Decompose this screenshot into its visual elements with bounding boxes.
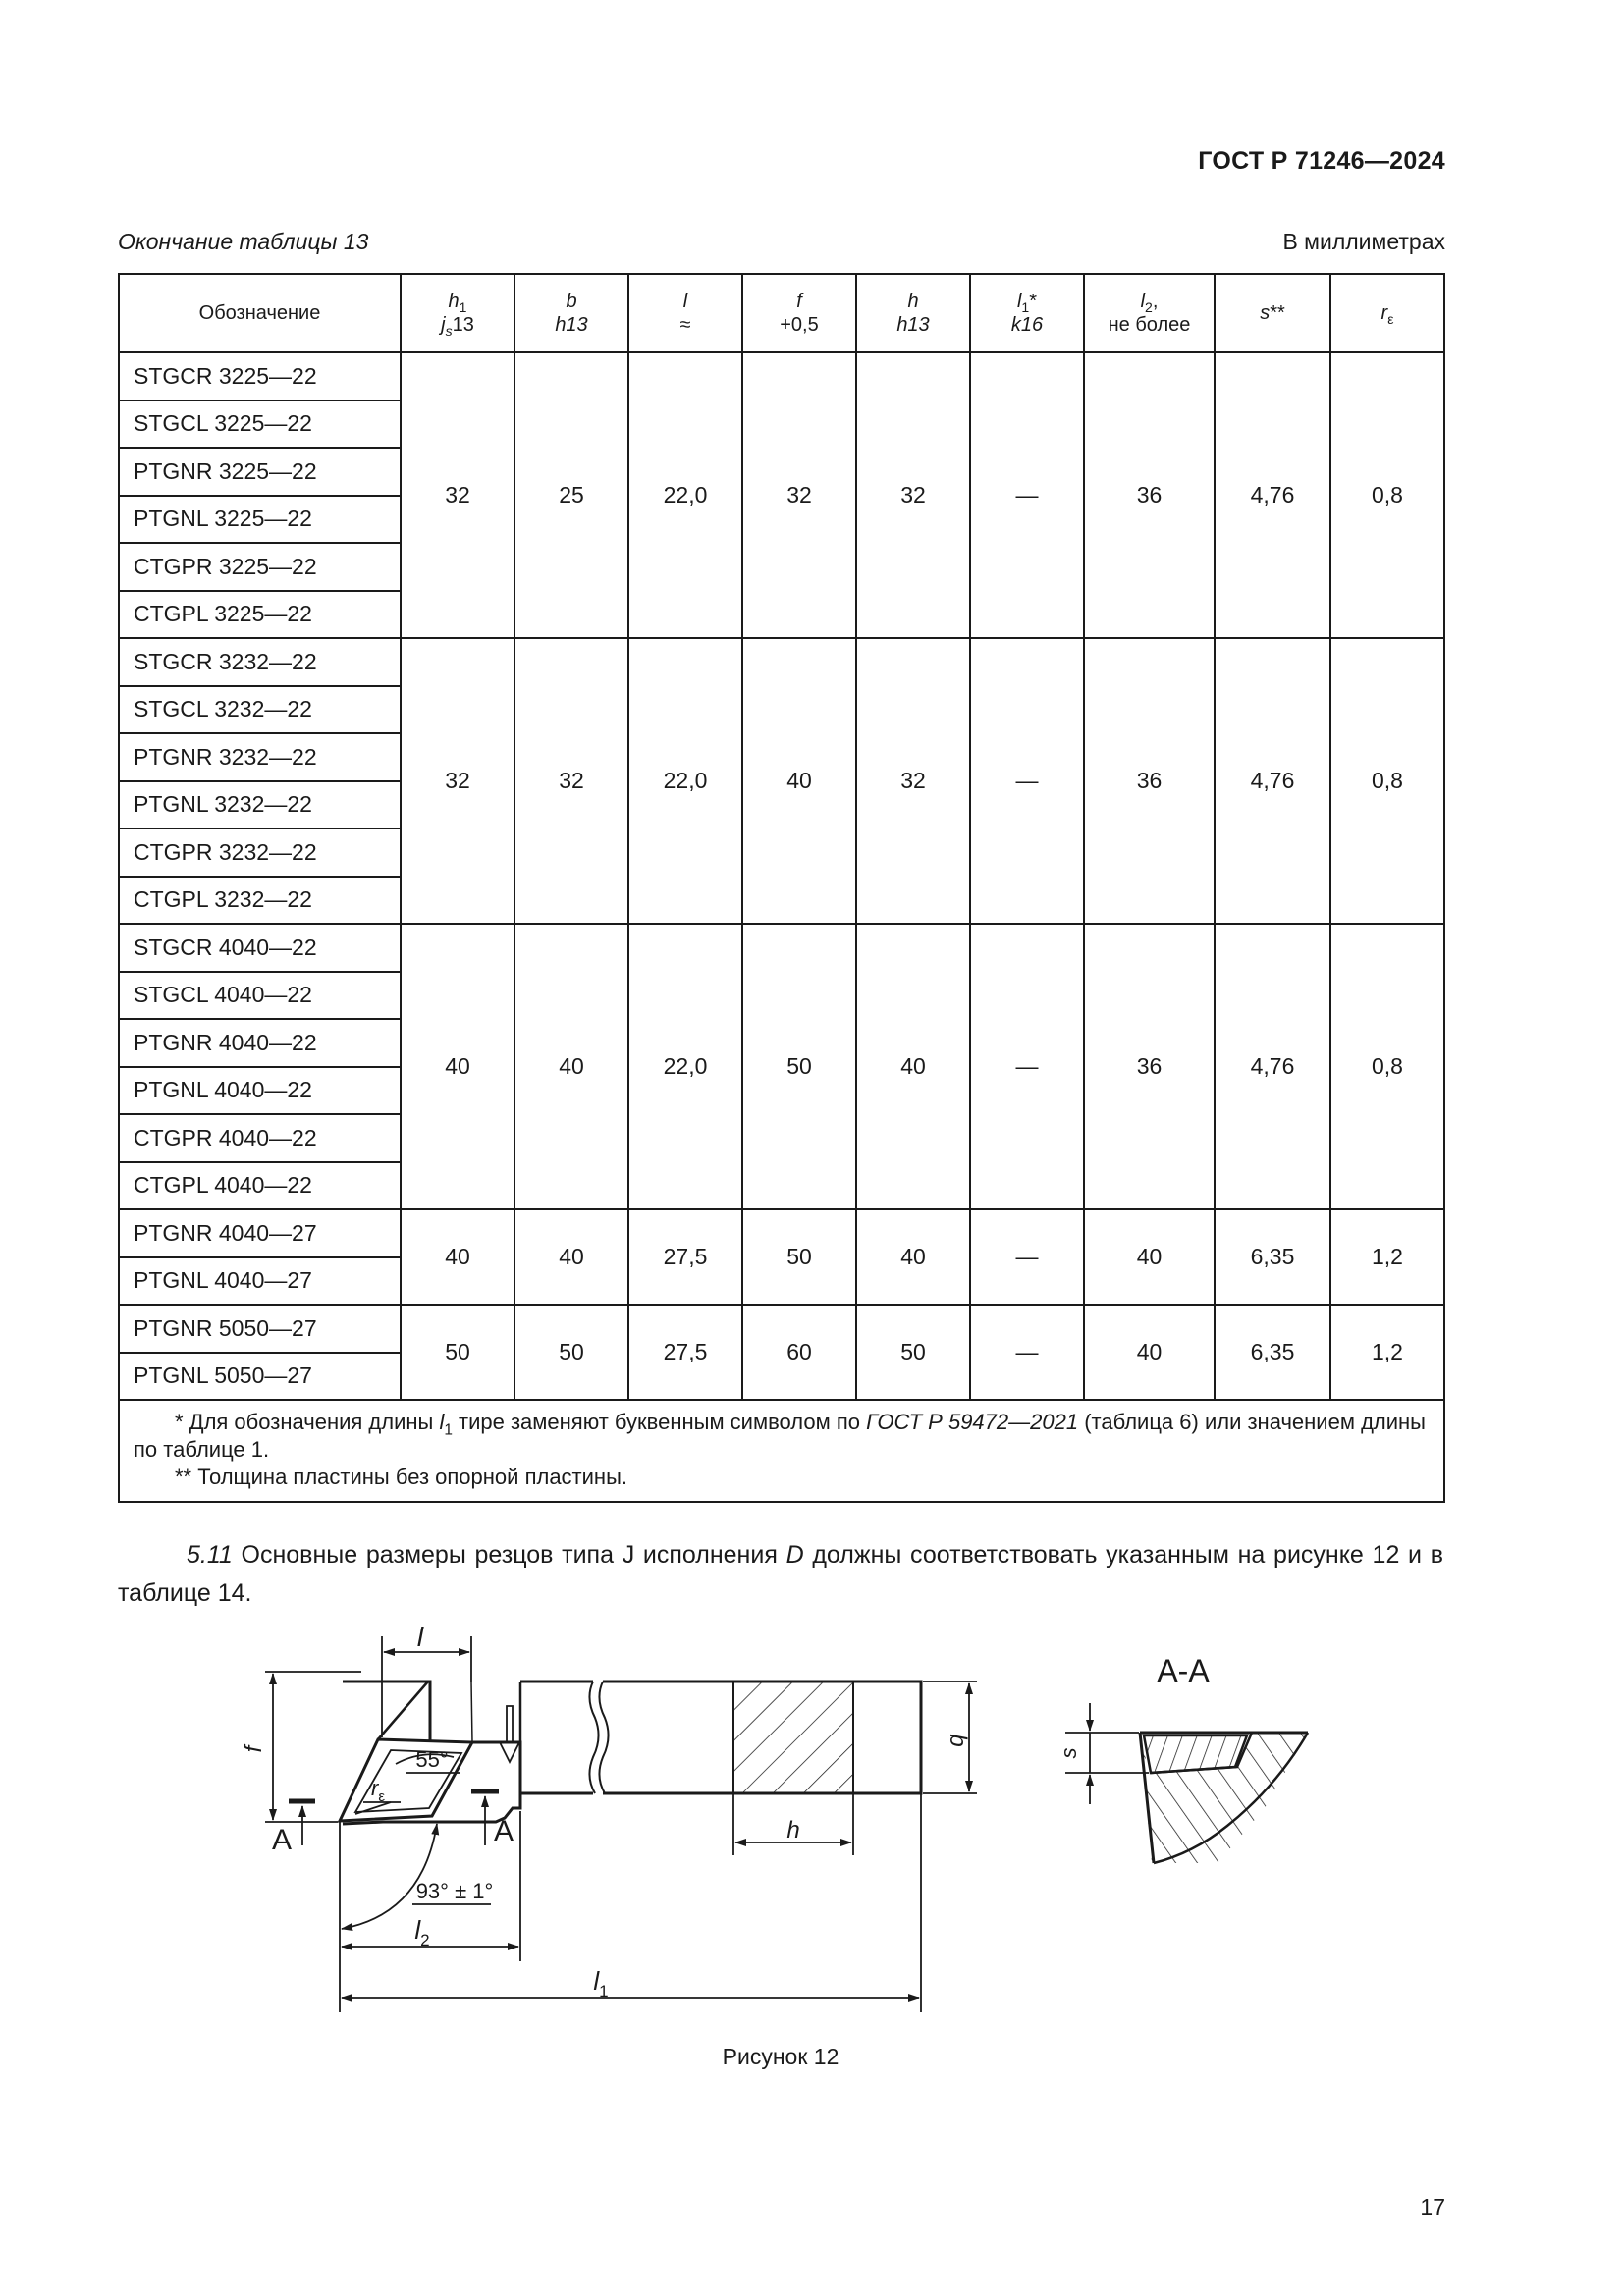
col-h1: $h_1$ $j_s13$ (401, 274, 514, 352)
value-cell-r: 0,8 (1330, 924, 1444, 1209)
designation-cell: PTGNR 5050—27 (119, 1305, 401, 1353)
value-cell-s: 6,35 (1215, 1305, 1330, 1400)
value-cell-r: 1,2 (1330, 1209, 1444, 1305)
value-cell-h: 32 (856, 352, 970, 638)
value-cell-s: 4,76 (1215, 638, 1330, 924)
value-cell-l1: — (970, 1209, 1084, 1305)
value-cell-b: 25 (514, 352, 628, 638)
label-a-right: A (493, 1815, 514, 1847)
label-r-epsilon: $r_\varepsilon$ (371, 1776, 386, 1805)
designation-cell: PTGNL 4040—22 (119, 1067, 401, 1115)
value-cell-b: 50 (514, 1305, 628, 1400)
col-b: b h13 (514, 274, 628, 352)
designation-cell: CTGPR 3232—22 (119, 828, 401, 877)
designation-cell: PTGNL 4040—27 (119, 1257, 401, 1306)
value-cell-l: 22,0 (628, 924, 742, 1209)
value-cell-b: 40 (514, 924, 628, 1209)
designation-cell: PTGNL 3225—22 (119, 496, 401, 544)
designation-cell: STGCL 4040—22 (119, 972, 401, 1020)
value-cell-l2: 36 (1084, 352, 1215, 638)
footnote-2: ** Толщина пластины без опорной пластины. (175, 1465, 627, 1489)
value-cell-h1: 50 (401, 1305, 514, 1400)
designation-cell: PTGNR 4040—22 (119, 1019, 401, 1067)
value-cell-f: 50 (742, 1209, 856, 1305)
designation-cell: CTGPL 3232—22 (119, 877, 401, 925)
label-angle-93: 93° ± 1° (415, 1879, 494, 1903)
value-cell-h1: 32 (401, 638, 514, 924)
value-cell-f: 50 (742, 924, 856, 1209)
designation-cell: CTGPR 4040—22 (119, 1114, 401, 1162)
value-cell-l2: 36 (1084, 638, 1215, 924)
value-cell-f: 60 (742, 1305, 856, 1400)
label-l2: $l_2$ (414, 1915, 430, 1949)
value-cell-l: 22,0 (628, 352, 742, 638)
col-r: $r_\varepsilon$ (1330, 274, 1444, 352)
designation-cell: CTGPL 4040—22 (119, 1162, 401, 1210)
label-section-a-a: A-A (1157, 1653, 1210, 1688)
value-cell-r: 0,8 (1330, 352, 1444, 638)
value-cell-b: 32 (514, 638, 628, 924)
value-cell-h1: 32 (401, 352, 514, 638)
designation-cell: PTGNL 3232—22 (119, 781, 401, 829)
value-cell-l1: — (970, 924, 1084, 1209)
col-h: h h13 (856, 274, 970, 352)
label-angle-55: 55° (415, 1747, 449, 1772)
value-cell-f: 32 (742, 352, 856, 638)
label-s: s (1056, 1747, 1081, 1759)
figure-caption: Рисунок 12 (722, 2044, 839, 2069)
value-cell-l2: 40 (1084, 1209, 1215, 1305)
value-cell-h1: 40 (401, 1209, 514, 1305)
designation-cell: PTGNL 5050—27 (119, 1353, 401, 1401)
designation-cell: STGCL 3225—22 (119, 400, 401, 449)
designation-cell: PTGNR 3232—22 (119, 733, 401, 781)
label-l: l (416, 1622, 424, 1652)
designation-cell: STGCR 3232—22 (119, 638, 401, 686)
value-cell-f: 40 (742, 638, 856, 924)
table-caption-continuation: Окончание таблицы 13 (118, 229, 369, 254)
value-cell-l: 27,5 (628, 1209, 742, 1305)
col-l2: $l_2$, не более (1084, 274, 1215, 352)
value-cell-s: 6,35 (1215, 1209, 1330, 1305)
col-s: s** (1215, 274, 1330, 352)
col-designation: Обозначение (119, 274, 401, 352)
label-h: h (786, 1817, 800, 1843)
label-a-left: A (271, 1824, 293, 1856)
designation-cell: STGCR 4040—22 (119, 924, 401, 972)
label-b: b (945, 1734, 971, 1747)
designation-cell: STGCR 3225—22 (119, 352, 401, 400)
value-cell-s: 4,76 (1215, 924, 1330, 1209)
designation-cell: PTGNR 3225—22 (119, 448, 401, 496)
value-cell-h: 50 (856, 1305, 970, 1400)
value-cell-h: 40 (856, 924, 970, 1209)
value-cell-s: 4,76 (1215, 352, 1330, 638)
dimension-lines (265, 1636, 977, 2012)
designation-cell: STGCL 3232—22 (119, 686, 401, 734)
section-paragraph: 5.11 Основные размеры резцов типа J исполнения D должны соответствовать указанным на рисунке 12 и в таблице 14. (118, 1541, 1443, 1607)
value-cell-l1: — (970, 352, 1084, 638)
page-number: 17 (1420, 2194, 1445, 2219)
designation-cell: CTGPL 3225—22 (119, 591, 401, 639)
col-l: l ≈ (628, 274, 742, 352)
table-units-caption: В миллиметрах (1282, 229, 1445, 254)
footnote-1: * Для обозначения длины $l_1$ тире заменяют буквенным символом по ГОСТ Р 59472—2021 (таблица 6) или значением длины по таблице 1. (134, 1410, 1426, 1462)
designation-cell: CTGPR 3225—22 (119, 543, 401, 591)
value-cell-l2: 36 (1084, 924, 1215, 1209)
value-cell-b: 40 (514, 1209, 628, 1305)
value-cell-l: 27,5 (628, 1305, 742, 1400)
value-cell-r: 1,2 (1330, 1305, 1444, 1400)
label-f: f (241, 1745, 267, 1753)
value-cell-r: 0,8 (1330, 638, 1444, 924)
label-l1: $l_1$ (593, 1966, 609, 2001)
value-cell-h: 32 (856, 638, 970, 924)
value-cell-h1: 40 (401, 924, 514, 1209)
section-view-a-a (1065, 1703, 1308, 1863)
col-f: f +0,5 (742, 274, 856, 352)
designation-cell: PTGNR 4040—27 (119, 1209, 401, 1257)
value-cell-l: 22,0 (628, 638, 742, 924)
col-l1: $l_1*$ k16 (970, 274, 1084, 352)
value-cell-l1: — (970, 1305, 1084, 1400)
value-cell-h: 40 (856, 1209, 970, 1305)
value-cell-l1: — (970, 638, 1084, 924)
value-cell-l2: 40 (1084, 1305, 1215, 1400)
standard-code: ГОСТ Р 71246—2024 (1198, 147, 1445, 175)
